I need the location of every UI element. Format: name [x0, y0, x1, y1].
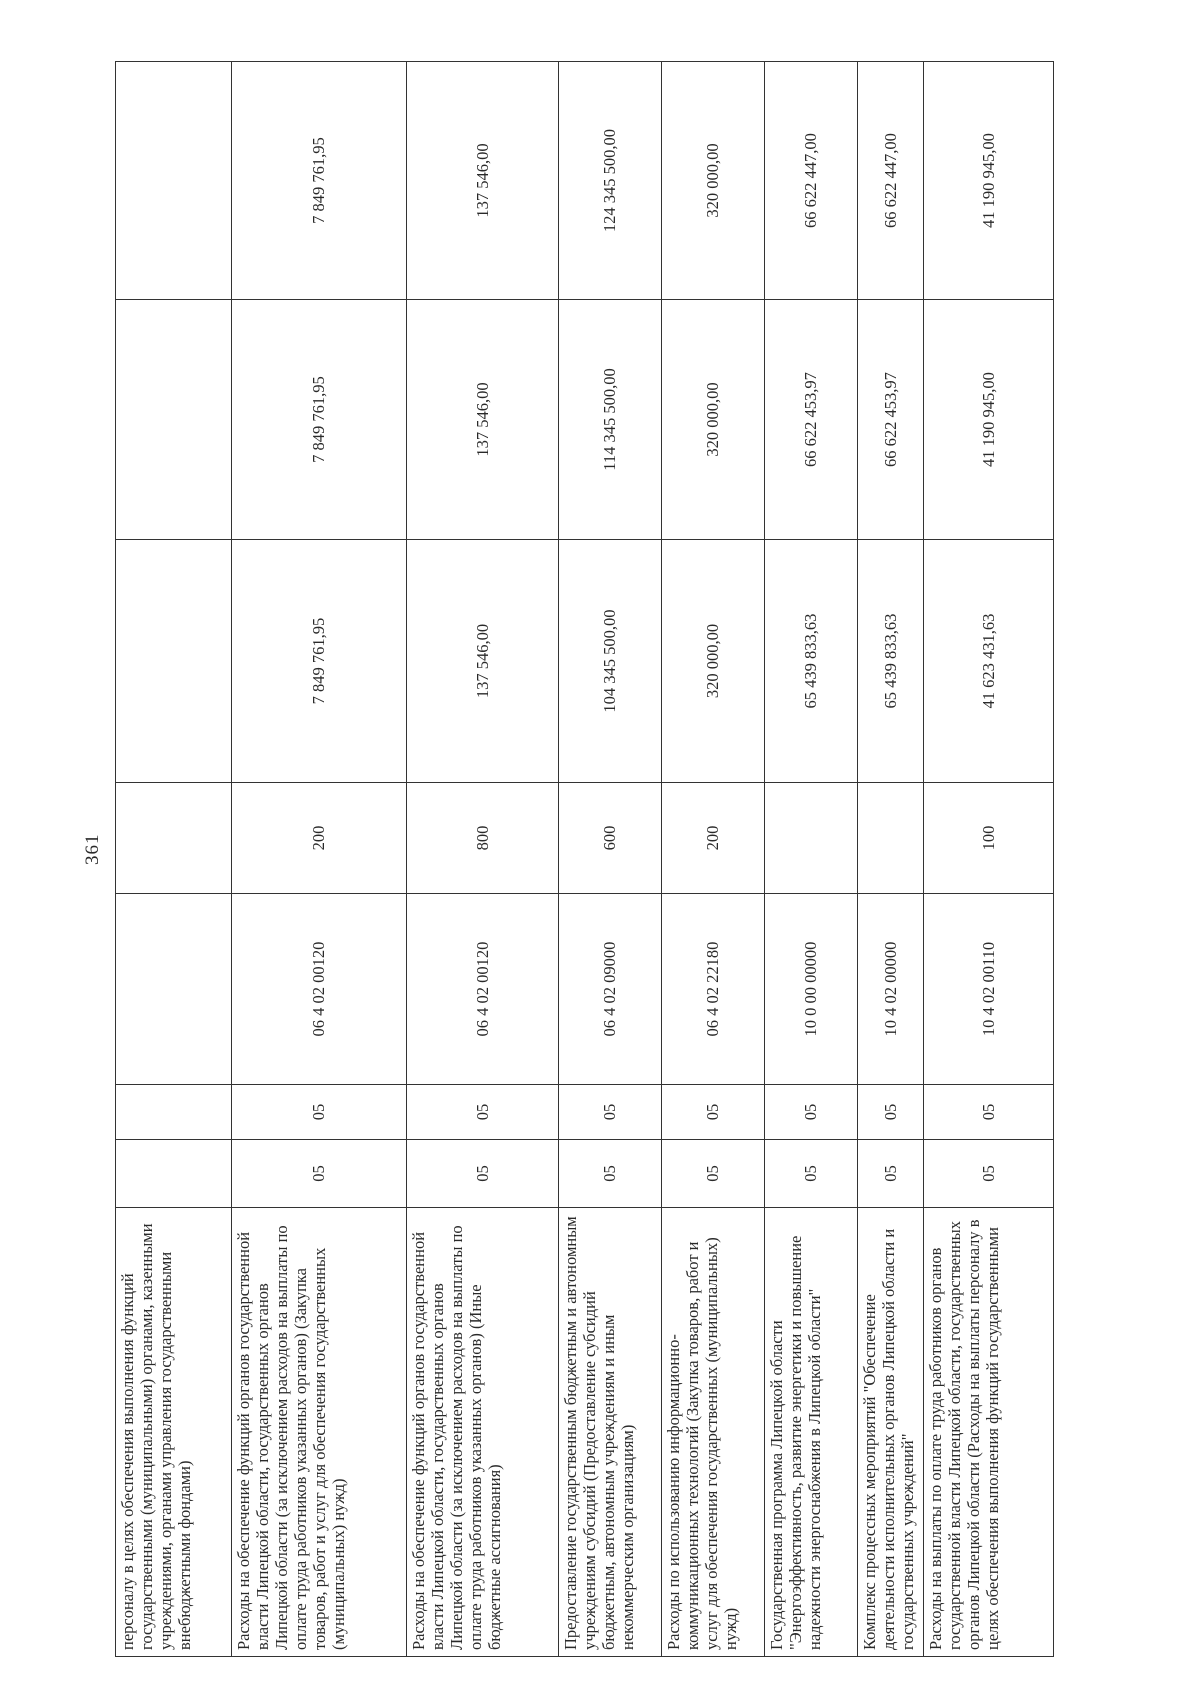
- row-razdel: 05: [765, 1140, 858, 1208]
- row-vr: [116, 783, 232, 894]
- table-row: [858, 62, 924, 1657]
- row-sum-3: 66 622 447,00: [858, 62, 924, 300]
- row-csr: 10 4 02 00000: [858, 894, 924, 1085]
- row-sum-2: 66 622 453,97: [858, 300, 924, 540]
- row-sum-2: 137 546,00: [407, 300, 559, 540]
- row-description: Расходы на обеспечение функций органов государственной власти Липецкой области, государственных органов Липецкой области (за исключением расходов на выплаты по оплате труда работников указанных органов) (Закупка товаров, работ и услуг для обеспечения государственных (муниципальных) нужд): [232, 1208, 407, 1657]
- page-number: 361: [82, 833, 103, 865]
- row-sum-3: 7 849 761,95: [232, 62, 407, 300]
- row-description: Комплекс процессных мероприятий "Обеспечение деятельности исполнительных органов Липецкой области и государственных учреждений": [858, 1208, 924, 1657]
- row-csr: [116, 894, 232, 1085]
- row-description: Расходы на выплаты по оплате труда работников органов государственной власти Липецкой области, государственных органов Липецкой области (Расходы на выплаты персоналу в целях обеспечения выполнения функций государственными: [924, 1208, 1054, 1657]
- row-podrazdel: [116, 1085, 232, 1140]
- row-podrazdel: 05: [858, 1085, 924, 1140]
- row-description: Предоставление государственным бюджетным и автономным учреждениям субсидий (Предоставление субсидий бюджетным, автономным учреждениям и иным некоммерческим организациям): [559, 1208, 662, 1657]
- row-csr: 06 4 02 09000: [559, 894, 662, 1085]
- row-sum-3: 124 345 500,00: [559, 62, 662, 300]
- row-sum-1: 41 623 431,63: [924, 540, 1054, 783]
- row-sum-1: 65 439 833,63: [858, 540, 924, 783]
- row-vr: 100: [924, 783, 1054, 894]
- row-razdel: 05: [232, 1140, 407, 1208]
- row-vr: 800: [407, 783, 559, 894]
- row-description: Расходы по использованию информационно-коммуникационных технологий (Закупка товаров, работ и услуг для обеспечения государственных (муниципальных) нужд): [662, 1208, 765, 1657]
- table-row: [232, 62, 407, 1657]
- row-razdel: 05: [924, 1140, 1054, 1208]
- row-sum-2: [116, 300, 232, 540]
- row-podrazdel: 05: [765, 1085, 858, 1140]
- row-razdel: 05: [559, 1140, 662, 1208]
- table-row: [407, 62, 559, 1657]
- row-podrazdel: 05: [232, 1085, 407, 1140]
- row-podrazdel: 05: [407, 1085, 559, 1140]
- row-sum-2: 41 190 945,00: [924, 300, 1054, 540]
- row-sum-1: 104 345 500,00: [559, 540, 662, 783]
- budget-table: [115, 61, 1054, 1657]
- row-sum-1: 65 439 833,63: [765, 540, 858, 783]
- row-vr: 600: [559, 783, 662, 894]
- row-description: Расходы на обеспечение функций органов государственной власти Липецкой области, государственных органов Липецкой области (за исключением расходов на выплаты по оплате труда работников указанных органов) (Иные бюджетные ассигнования): [407, 1208, 559, 1657]
- row-vr: [858, 783, 924, 894]
- row-csr: 10 0 00 00000: [765, 894, 858, 1085]
- row-sum-2: 7 849 761,95: [232, 300, 407, 540]
- budget-table-container: [115, 62, 1053, 1657]
- row-sum-2: 320 000,00: [662, 300, 765, 540]
- row-csr: 06 4 02 00120: [232, 894, 407, 1085]
- row-sum-1: 137 546,00: [407, 540, 559, 783]
- row-sum-2: 66 622 453,97: [765, 300, 858, 540]
- row-razdel: 05: [858, 1140, 924, 1208]
- row-sum-1: 7 849 761,95: [232, 540, 407, 783]
- row-razdel: 05: [407, 1140, 559, 1208]
- row-sum-1: [116, 540, 232, 783]
- row-csr: 06 4 02 22180: [662, 894, 765, 1085]
- row-vr: 200: [232, 783, 407, 894]
- row-description: Государственная программа Липецкой области "Энергоэффективность, развитие энергетики и повышение надежности энергоснабжения в Липецкой области": [765, 1208, 858, 1657]
- row-sum-1: 320 000,00: [662, 540, 765, 783]
- row-sum-3: 41 190 945,00: [924, 62, 1054, 300]
- row-vr: 200: [662, 783, 765, 894]
- row-sum-2: 114 345 500,00: [559, 300, 662, 540]
- table-row: [662, 62, 765, 1657]
- row-razdel: 05: [662, 1140, 765, 1208]
- table-row: [559, 62, 662, 1657]
- row-sum-3: [116, 62, 232, 300]
- row-csr: 06 4 02 00120: [407, 894, 559, 1085]
- table-row: [765, 62, 858, 1657]
- row-sum-3: 137 546,00: [407, 62, 559, 300]
- row-vr: [765, 783, 858, 894]
- row-podrazdel: 05: [662, 1085, 765, 1140]
- row-podrazdel: 05: [924, 1085, 1054, 1140]
- row-sum-3: 320 000,00: [662, 62, 765, 300]
- row-podrazdel: 05: [559, 1085, 662, 1140]
- row-razdel: [116, 1140, 232, 1208]
- row-description: персоналу в целях обеспечения выполнения функций государственными (муниципальными) органами, казенными учреждениями, органами управления государственными внебюджетными фондами): [116, 1208, 232, 1657]
- table-row: [924, 62, 1054, 1657]
- table-row: [116, 62, 232, 1657]
- row-csr: 10 4 02 00110: [924, 894, 1054, 1085]
- row-sum-3: 66 622 447,00: [765, 62, 858, 300]
